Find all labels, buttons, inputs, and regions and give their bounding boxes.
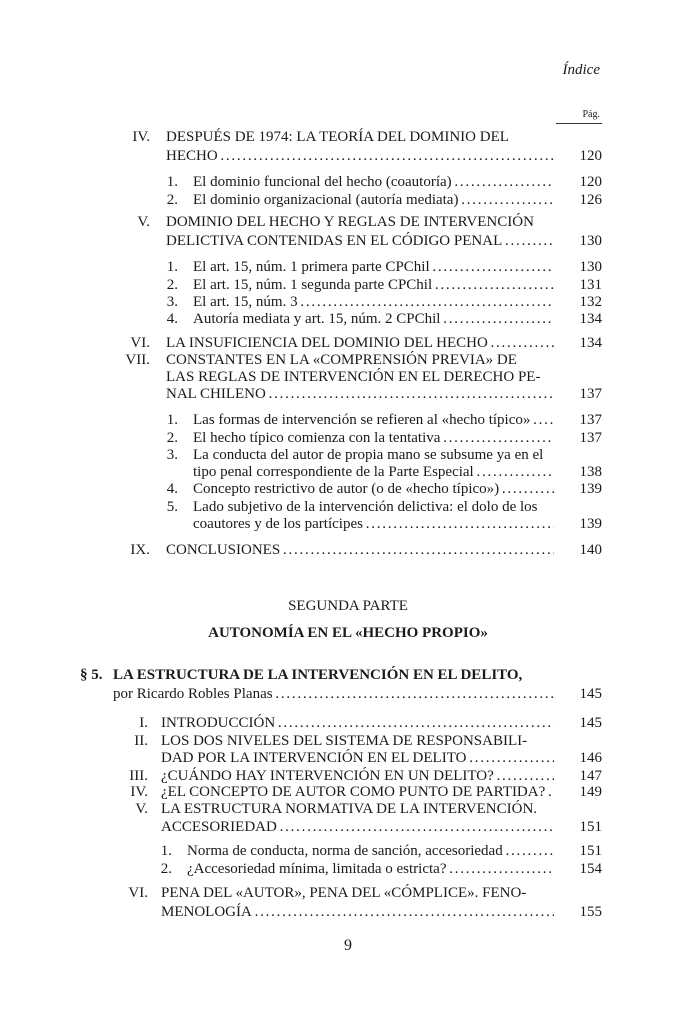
toc-entry-text: ACCESORIEDAD . . . — [161, 818, 554, 836]
toc-entry-number: 2. — [160, 861, 172, 877]
toc-entry-text: CONCLUSIONES . . . — [166, 541, 554, 559]
toc-entry-text: El dominio funcional del hecho (coautoría) . . . — [193, 173, 554, 191]
toc-entry-text: MENOLOGÍA . . . — [161, 903, 554, 921]
toc-entry-page: 137 — [579, 430, 602, 446]
toc-entry-page: 139 — [579, 516, 602, 532]
page-column-label: Pág. — [582, 109, 600, 120]
toc-entry-page: 130 — [579, 259, 602, 275]
toc-entry-page: 132 — [579, 294, 602, 310]
toc-entry-number: 3. — [166, 294, 178, 310]
toc-entry-text: DOMINIO DEL HECHO Y REGLAS DE INTERVENCIÓN — [166, 214, 534, 230]
toc-entry-number: IX. — [130, 542, 150, 558]
toc-entry-number: VI. — [130, 335, 150, 351]
running-head: Índice — [562, 62, 600, 78]
toc-entry-text: La conducta del autor de propia mano se subsume ya en el — [193, 447, 544, 463]
toc-entry-page: 137 — [579, 386, 602, 402]
toc-entry-number: I. — [139, 715, 148, 731]
section-page: 145 — [579, 686, 602, 702]
toc-entry-number: 2. — [166, 430, 178, 446]
toc-entry-text: El art. 15, núm. 3 . . . — [193, 293, 554, 311]
toc-entry-text: Lado subjetivo de la intervención delictiva: el dolo de los — [193, 499, 538, 515]
toc-entry-page: 149 — [579, 784, 602, 800]
toc-entry-page: 151 — [579, 843, 602, 859]
toc-entry-number: V. — [137, 214, 150, 230]
toc-entry-text: PENA DEL «AUTOR», PENA DEL «CÓMPLICE». FENO- — [161, 885, 527, 901]
toc-entry-text: LOS DOS NIVELES DEL SISTEMA DE RESPONSABILI- — [161, 733, 528, 749]
toc-entry-text: Concepto restrictivo de autor (o de «hecho típico») . . . — [193, 480, 554, 498]
toc-entry-text: LA ESTRUCTURA NORMATIVA DE LA INTERVENCIÓN. — [161, 801, 538, 817]
toc-entry-number: V. — [135, 801, 148, 817]
toc-entry-page: 139 — [579, 481, 602, 497]
toc-entry-page: 146 — [579, 750, 602, 766]
toc-entry-text: coautores y de los partícipes . . . — [193, 515, 554, 533]
toc-entry-text: ¿CUÁNDO HAY INTERVENCIÓN EN UN DELITO? . . . — [161, 767, 554, 785]
toc-entry-text: El dominio organizacional (autoría mediata) . . . — [193, 191, 554, 209]
toc-entry-text: DESPUÉS DE 1974: LA TEORÍA DEL DOMINIO DEL — [166, 129, 509, 145]
toc-entry-text: El art. 15, núm. 1 primera parte CPChil . . . — [193, 258, 554, 276]
toc-entry-page: 120 — [579, 174, 602, 190]
toc-entry-text: tipo penal correspondiente de la Parte Especial . . . — [193, 463, 554, 481]
toc-entry-page: 130 — [579, 233, 602, 249]
toc-entry-page: 134 — [579, 335, 602, 351]
toc-entry-text: HECHO . . . — [166, 147, 554, 165]
toc-entry-number: VI. — [128, 885, 148, 901]
toc-entry-number: 2. — [166, 277, 178, 293]
toc-entry-text: NAL CHILENO . . . — [166, 385, 554, 403]
toc-entry-page: 138 — [579, 464, 602, 480]
toc-entry-text: El hecho típico comienza con la tentativa . . . — [193, 429, 554, 447]
toc-entry-text: LA INSUFICIENCIA DEL DOMINIO DEL HECHO . . . — [166, 334, 554, 352]
part-title: AUTONOMÍA EN EL «HECHO PROPIO» — [208, 625, 488, 641]
section-author: por Ricardo Robles Planas . . . — [113, 685, 554, 703]
toc-entry-text: DAD POR LA INTERVENCIÓN EN EL DELITO . . . — [161, 749, 554, 767]
toc-entry-number: 1. — [166, 259, 178, 275]
toc-entry-text: Norma de conducta, norma de sanción, accesoriedad . . . — [187, 842, 554, 860]
toc-entry-text: DELICTIVA CONTENIDAS EN EL CÓDIGO PENAL . . . — [166, 232, 554, 250]
toc-entry-number: 4. — [166, 311, 178, 327]
toc-entry-page: 140 — [579, 542, 602, 558]
part-label: SEGUNDA PARTE — [288, 598, 408, 614]
section-number: § 5. — [80, 667, 103, 683]
toc-entry-text: LAS REGLAS DE INTERVENCIÓN EN EL DERECHO PE- — [166, 369, 541, 385]
toc-entry-number: 2. — [166, 192, 178, 208]
section-title: LA ESTRUCTURA DE LA INTERVENCIÓN EN EL DELITO, — [113, 667, 523, 683]
toc-entry-number: IV. — [130, 784, 148, 800]
toc-entry-page: 151 — [579, 819, 602, 835]
page-column-rule — [556, 123, 602, 124]
toc-entry-page: 137 — [579, 412, 602, 428]
toc-entry-page: 154 — [579, 861, 602, 877]
toc-entry-page: 134 — [579, 311, 602, 327]
toc-entry-number: 1. — [166, 412, 178, 428]
toc-entry-number: 1. — [166, 174, 178, 190]
toc-entry-text: ¿Accesoriedad mínima, limitada o estricta? . . . — [187, 860, 554, 878]
toc-entry-number: 3. — [166, 447, 178, 463]
toc-entry-number: 5. — [166, 499, 178, 515]
toc-entry-page: 145 — [579, 715, 602, 731]
toc-entry-text: CONSTANTES EN LA «COMPRENSIÓN PREVIA» DE — [166, 352, 517, 368]
toc-entry-number: 1. — [160, 843, 172, 859]
toc-entry-number: II. — [134, 733, 148, 749]
toc-entry-text: ¿EL CONCEPTO DE AUTOR COMO PUNTO DE PARTIDA? . . . — [161, 783, 554, 801]
toc-entry-text: INTRODUCCIÓN . . . — [161, 714, 554, 732]
toc-entry-text: El art. 15, núm. 1 segunda parte CPChil . . . — [193, 276, 554, 294]
toc-entry-number: VII. — [125, 352, 150, 368]
toc-entry-page: 131 — [579, 277, 602, 293]
toc-entry-text: Autoría mediata y art. 15, núm. 2 CPChil . . . — [193, 310, 554, 328]
toc-entry-number: III. — [129, 768, 148, 784]
toc-entry-text: Las formas de intervención se refieren al «hecho típico» . . . — [193, 411, 554, 429]
toc-entry-page: 155 — [579, 904, 602, 920]
toc-entry-page: 147 — [579, 768, 602, 784]
page-number: 9 — [344, 937, 352, 954]
toc-entry-page: 120 — [579, 148, 602, 164]
toc-entry-number: IV. — [132, 129, 150, 145]
toc-entry-number: 4. — [166, 481, 178, 497]
toc-entry-page: 126 — [579, 192, 602, 208]
